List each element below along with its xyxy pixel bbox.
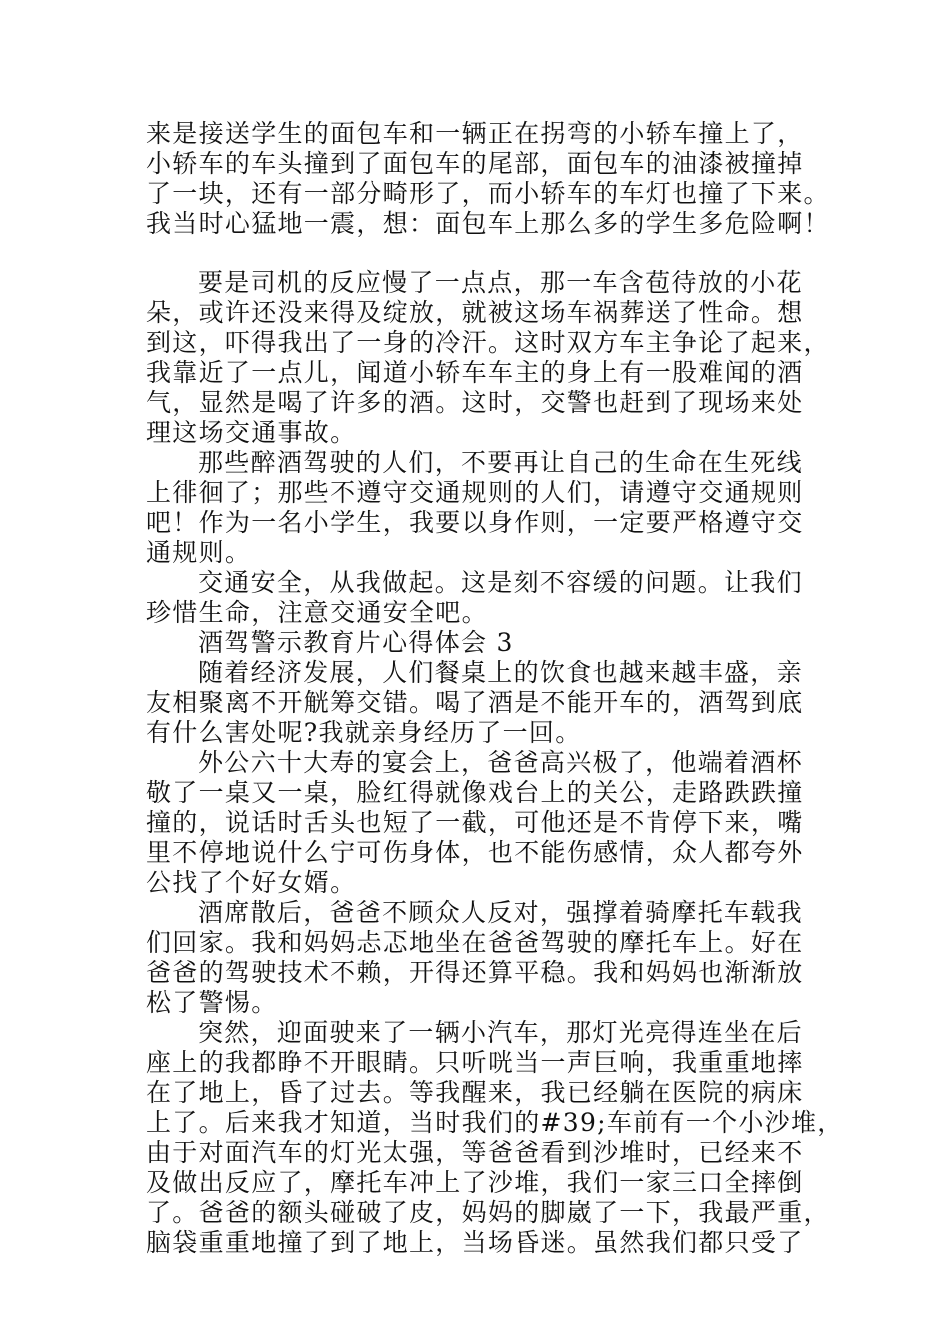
text-line: 友相聚离不开觥筹交错。喝了酒是不能开车的，酒驾到底 <box>146 688 804 717</box>
text-line: 朵，或许还没来得及绽放，就被这场车祸葬送了性命。想 <box>146 298 804 327</box>
text-line: 脑袋重重地撞了到了地上，当场昏迷。虽然我们都只受了 <box>146 1228 804 1257</box>
text-line: 小轿车的车头撞到了面包车的尾部，面包车的油漆被撞掉 <box>146 149 804 178</box>
text-line: 在了地上，昏了过去。等我醒来，我已经躺在医院的病床 <box>146 1078 804 1107</box>
paragraph-first-line: 那些醉酒驾驶的人们，不要再让自己的生命在生死线 <box>198 448 803 477</box>
text-line: 了一块，还有一部分畸形了，而小轿车的车灯也撞了下来。 <box>146 179 830 208</box>
text-line: 到这，吓得我出了一身的冷汗。这时双方车主争论了起来， <box>146 328 830 357</box>
text-line: 来是接送学生的面包车和一辆正在拐弯的小轿车撞上了， <box>146 119 804 148</box>
text-line: 通规则。 <box>146 538 252 567</box>
text-line: 敬了一桌又一桌，脸红得就像戏台上的关公，走路跌跌撞 <box>146 778 804 807</box>
paragraph-first-line: 随着经济发展，人们餐桌上的饮食也越来越丰盛，亲 <box>198 658 803 687</box>
text-line: 撞的，说话时舌头也短了一截，可他还是不肯停下来，嘴 <box>146 808 804 837</box>
text-line: 了。爸爸的额头碰破了皮，妈妈的脚崴了一下，我最严重， <box>146 1198 830 1227</box>
text-line: 有什么害处呢?我就亲身经历了一回。 <box>146 718 582 747</box>
paragraph-first-line: 外公六十大寿的宴会上，爸爸高兴极了，他端着酒杯 <box>198 748 803 777</box>
text-line: 珍惜生命，注意交通安全吧。 <box>146 598 488 627</box>
text-line: 我靠近了一点儿，闻道小轿车车主的身上有一股难闻的酒 <box>146 358 804 387</box>
text-line: 及做出反应了，摩托车冲上了沙堆，我们一家三口全摔倒 <box>146 1168 804 1197</box>
text-line: 里不停地说什么宁可伤身体，也不能伤感情，众人都夸外 <box>146 838 804 867</box>
text-line: 我当时心猛地一震，想：面包车上那么多的学生多危险啊！ <box>146 209 830 238</box>
paragraph-first-line: 突然，迎面驶来了一辆小汽车，那灯光亮得连坐在后 <box>198 1018 803 1047</box>
text-line: 上了。后来我才知道，当时我们的#39;车前有一个小沙堆， <box>146 1108 844 1137</box>
paragraph-first-line: 酒席散后，爸爸不顾众人反对，强撑着骑摩托车载我 <box>198 898 803 927</box>
text-line: 气，显然是喝了许多的酒。这时，交警也赶到了现场来处 <box>146 388 804 417</box>
text-line: 上徘徊了；那些不遵守交通规则的人们，请遵守交通规则 <box>146 478 804 507</box>
text-line: 松了警惕。 <box>146 988 278 1017</box>
section-heading: 酒驾警示教育片心得体会 3 <box>198 628 514 657</box>
text-line: 们回家。我和妈妈忐忑地坐在爸爸驾驶的摩托车上。好在 <box>146 928 804 957</box>
paragraph-first-line: 要是司机的反应慢了一点点，那一车含苞待放的小花 <box>198 268 803 297</box>
text-line: 由于对面汽车的灯光太强，等爸爸看到沙堆时，已经来不 <box>146 1138 804 1167</box>
text-line: 理这场交通事故。 <box>146 418 357 447</box>
text-line: 座上的我都睁不开眼睛。只听咣当一声巨响，我重重地摔 <box>146 1048 804 1077</box>
text-line: 公找了个好女婿。 <box>146 868 357 897</box>
paragraph-first-line: 交通安全，从我做起。这是刻不容缓的问题。让我们 <box>198 568 803 597</box>
text-line: 吧！作为一名小学生，我要以身作则，一定要严格遵守交 <box>146 508 804 537</box>
text-line: 爸爸的驾驶技术不赖，开得还算平稳。我和妈妈也渐渐放 <box>146 958 804 987</box>
